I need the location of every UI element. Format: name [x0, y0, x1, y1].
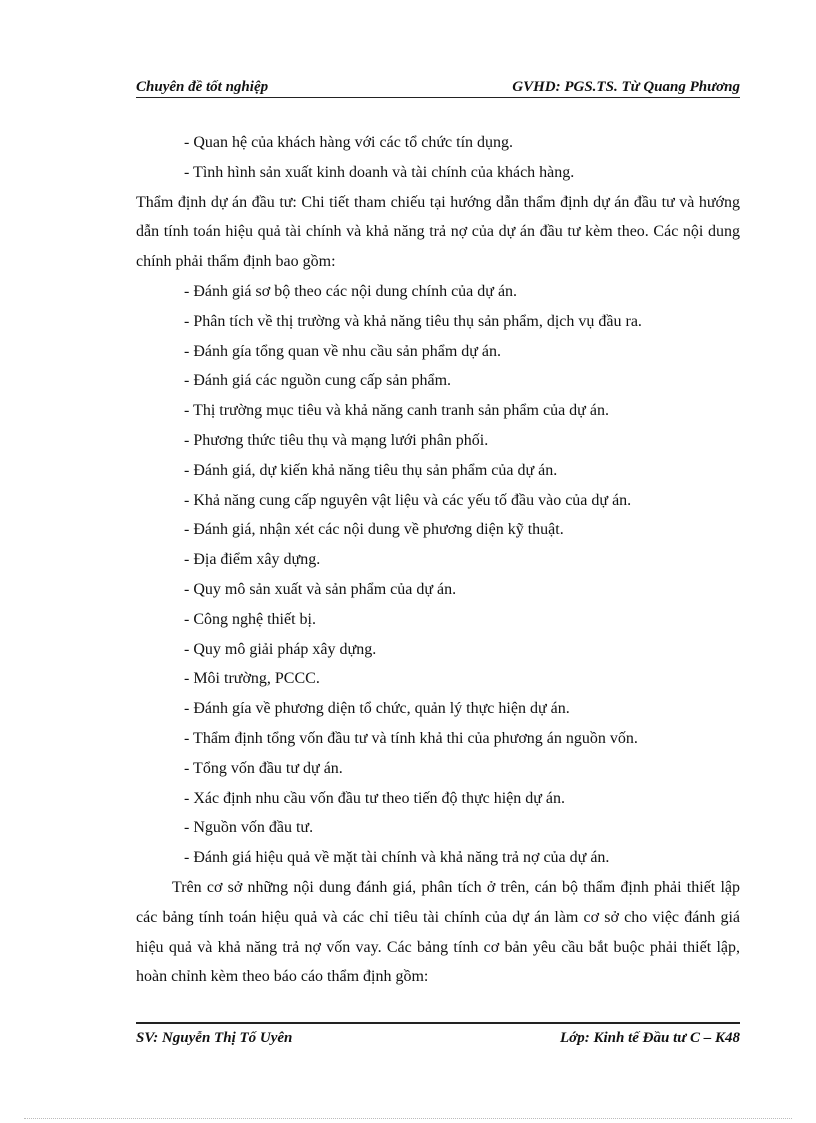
header-advisor: GVHD: PGS.TS. Từ Quang Phương	[512, 79, 740, 95]
list-item: - Đánh giá sơ bộ theo các nội dung chính của dự án.	[184, 282, 518, 300]
list-item: - Xác định nhu cầu vốn đầu tư theo tiến độ thực hiện dự án.	[184, 789, 566, 807]
list-item: - Đánh gía về phương diện tổ chức, quản lý thực hiện dự án.	[184, 700, 570, 718]
list-item: - Phân tích về thị trường và khả năng tiêu thụ sản phẩm, dịch vụ đầu ra.	[184, 312, 642, 330]
list-item: - Môi trường, PCCC.	[184, 670, 320, 688]
page-edge-line	[24, 1118, 792, 1119]
footer-class: Lớp: Kinh tế Đầu tư C – K48	[560, 1029, 740, 1046]
footer-divider	[136, 1022, 740, 1024]
page-header	[136, 74, 740, 96]
list-item: - Phương thức tiêu thụ và mạng lưới phân phối.	[184, 431, 489, 449]
pre-bullet-list	[136, 128, 740, 188]
header-title: Chuyên đề tốt nghiệp	[136, 79, 269, 95]
list-item: - Thị trường mục tiêu và khả năng canh tranh sản phẩm của dự án.	[184, 402, 609, 420]
list-item: - Quy mô sản xuất và sản phẩm của dự án.	[184, 580, 457, 598]
list-item: - Thẩm định tổng vốn đầu tư và tính khả thi của phương án nguồn vốn.	[184, 729, 638, 747]
list-item: - Đánh giá, nhận xét các nội dung về phương diện kỹ thuật.	[184, 521, 564, 539]
closing-paragraph: Trên cơ sở những nội dung đánh giá, phân tích ở trên, cán bộ thẩm định phải thiết lập các bảng tính toán hiệu quả và các chỉ tiêu tài chính của dự án làm cơ sở cho việc đánh giá hiệu quả và khả năng trả nợ vốn vay. Các bảng tính cơ bản yêu cầu bắt buộc phải thiết lập, hoàn chỉnh kèm theo báo cáo thẩm định gồm:	[136, 878, 740, 986]
footer-student: SV: Nguyễn Thị Tố Uyên	[136, 1029, 293, 1046]
page-body	[136, 128, 740, 992]
list-item: - Địa điểm xây dựng.	[184, 551, 321, 569]
list-item: - Tình hình sản xuất kinh doanh và tài chính của khách hàng.	[184, 163, 575, 181]
list-item: - Công nghệ thiết bị.	[184, 610, 316, 628]
list-item: - Khả năng cung cấp nguyên vật liệu và các yếu tố đầu vào của dự án.	[184, 491, 632, 509]
list-item: - Đánh giá các nguồn cung cấp sản phẩm.	[184, 372, 452, 390]
header-divider	[136, 97, 740, 98]
page-footer	[136, 1026, 740, 1050]
list-item: - Quan hệ của khách hàng với các tổ chức tín dụng.	[184, 134, 514, 151]
appraisal-paragraph: Thẩm định dự án đầu tư: Chi tiết tham chiếu tại hướng dẫn thẩm định dự án đầu tư và hướng dẫn tính toán hiệu quả tài chính và khả năng trả nợ của dự án đầu tư kèm theo. Các nội dung chính phải thẩm định bao gồm:	[136, 193, 740, 271]
list-item: - Đánh giá hiệu quả về mặt tài chính và khả năng trả nợ của dự án.	[184, 849, 610, 867]
list-item: - Tổng vốn đầu tư dự án.	[184, 759, 343, 777]
list-item: - Đánh giá, dự kiến khả năng tiêu thụ sản phẩm của dự án.	[184, 461, 558, 479]
list-item: - Đánh gía tổng quan về nhu cầu sản phẩm dự án.	[184, 342, 502, 360]
appraisal-bullet-list	[136, 277, 740, 873]
list-item: - Quy mô giải pháp xây dựng.	[184, 640, 377, 658]
list-item: - Nguồn vốn đầu tư.	[184, 819, 314, 837]
